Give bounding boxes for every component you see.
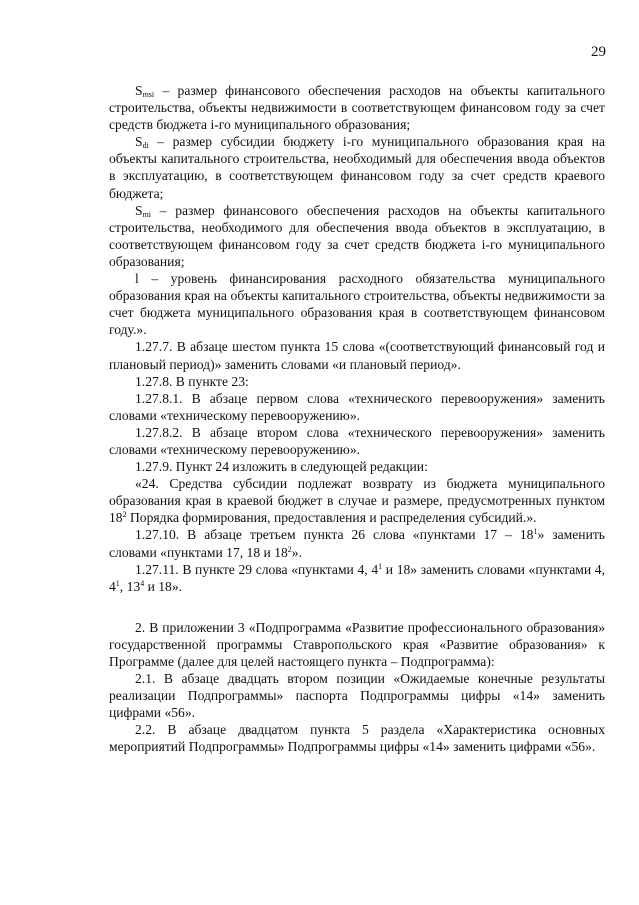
symbol-s: S [135,134,143,150]
document-body [109,82,605,756]
superscript: 1 [533,527,538,537]
paragraph-2-2: 2.2. В абзаце двадцатом пункта 5 раздела «Характеристика основных мероприятий Подпрограммы» Подпрограммы цифры «14» заменить цифрами «56». [109,722,605,755]
superscript: 2 [287,544,292,554]
symbol-subscript: di [142,141,149,151]
paragraph-2-1: 2.1. В абзаце двадцать втором позиции «Ожидаемые конечные результаты реализации Подпрограммы» паспорта Подпрограммы цифры «14» заменить цифрами «56». [109,671,605,721]
symbol-s: S [135,202,143,218]
definition-l: l – уровень финансирования расходного обязательства муниципального образования края на объекты капитального строительства, объекты недвижимости за счет бюджета муниципального образования края в соответствующем финансовом году.». [109,271,605,338]
text-part: «24. Средства субсидии подлежат возврату из бюджета муниципального образования края в краевой бюджет в случае и размере, предусмотренных пунктом 18 [109,476,605,526]
paragraph-gap [109,595,605,619]
paragraph-1-27-10 [109,526,605,560]
superscript: 4 [140,578,145,588]
text-part: Порядка формирования, предоставления и распределения субсидий.». [126,510,537,526]
definition-smi [109,202,605,270]
symbol-subscript: msi [142,90,155,99]
paragraph-24-quote [109,475,605,526]
paragraph-1-27-9: 1.27.9. Пункт 24 изложить в следующей редакции: [135,459,428,475]
paragraph-1-27-8-1: 1.27.8.1. В абзаце первом слова «технического перевооружения» заменить словами «техническому перевооружению». [109,390,605,423]
definition-text: – размер субсидии бюджету i-го муниципального образования края на объекты капитального строительства, необходимый для обеспечения ввода объектов в эксплуатацию, в соответствующем финансовом году за счет средств краевого бюджета; [109,134,605,201]
text-part: , 13 [119,578,141,594]
superscript: 2 [122,510,127,520]
paragraph-1-27-7: 1.27.7. В абзаце шестом пункта 15 слова «(соответствующий финансовый год и плановый период)» заменить словами «и плановый период». [109,339,605,372]
paragraph-1-27-8: 1.27.8. В пункте 23: [135,373,249,389]
definition-text: – размер финансового обеспечения расходов на объекты капитального строительства, объекты недвижимости в соответствующем финансовом году за счет средств бюджета i-го муниципального образования; [109,83,605,133]
page-number: 29 [591,44,606,60]
superscript: 1 [115,578,120,588]
definition-text: – размер финансового обеспечения расходов на объекты капитального строительства, необходимого для обеспечения ввода объектов в эксплуатацию, в соответствующем финансовом году за счет средств бюджета i-го муниципального образования; [109,202,605,269]
paragraph-2: 2. В приложении 3 «Подпрограмма «Развитие профессионального образования» государственной программы Ставропольского края «Развитие образования» к Программе (далее для целей настоящего пункта – Подпрограмма): [109,619,605,669]
paragraph-1-27-8-2: 1.27.8.2. В абзаце втором слова «технического перевооружения» заменить словами «техническому перевооружению». [109,424,605,457]
text-part: и 18» заменить словами «пунктами 4, 4 [109,561,605,594]
text-part: » заменить словами «пунктами 17, 18 и 18 [109,527,605,560]
text-part: 1.27.10. В абзаце третьем пункта 26 слова «пунктами 17 – 18 [135,527,534,543]
text-part: и 18». [144,578,183,594]
symbol-s: S [135,83,143,98]
definition-smsi [109,82,605,133]
text-part: ». [291,544,302,560]
definition-sdi [109,133,605,201]
symbol-subscript: mi [142,209,152,219]
superscript: 1 [378,561,383,571]
text-part: 1.27.11. В пункте 29 слова «пунктами 4, 4 [135,561,379,577]
paragraph-1-27-11 [109,561,605,595]
